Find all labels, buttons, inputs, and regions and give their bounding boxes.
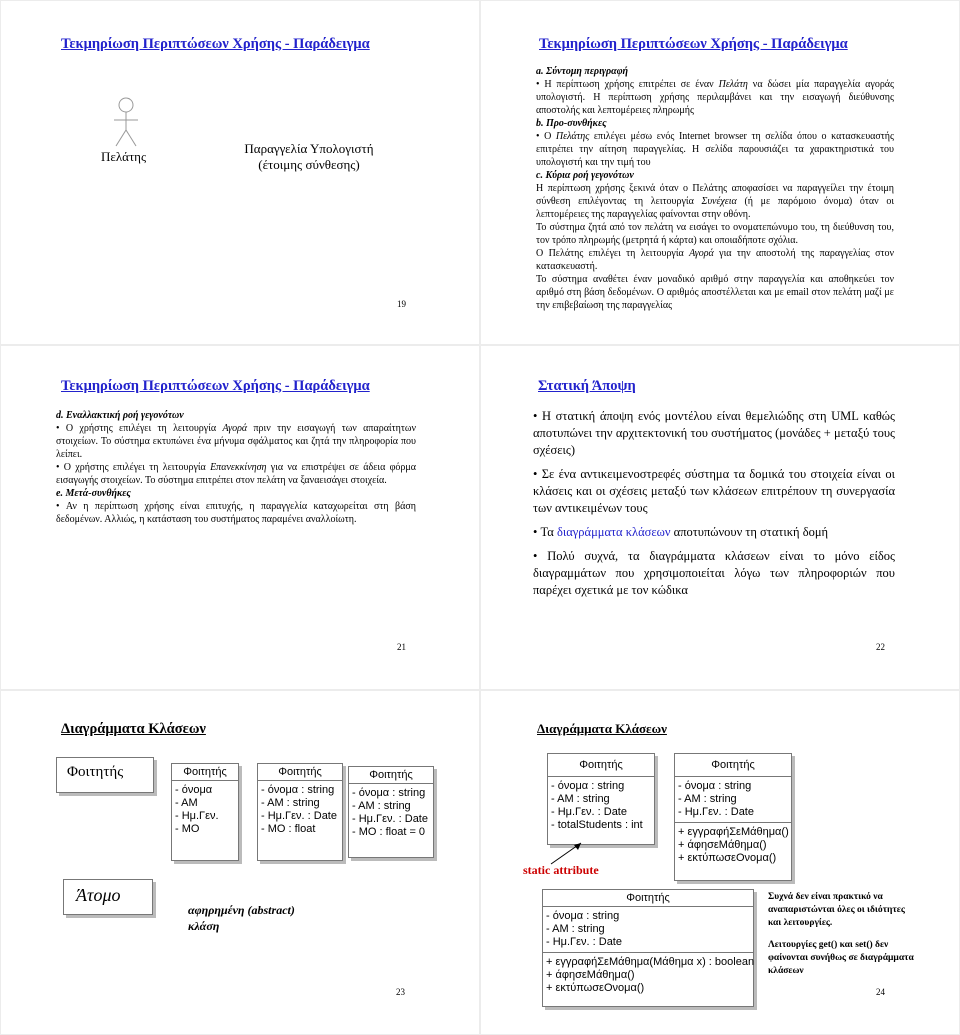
section-e-heading: e. Μετά-συνθήκες [56, 488, 131, 499]
slide-21 [1, 346, 479, 689]
usecase-line2: (έτοιμης σύνθεσης) [258, 157, 360, 172]
notes [768, 891, 918, 978]
class-member-row: - ΜΟ : float = 0 [352, 826, 426, 838]
class-member-row: - AM : string [551, 793, 610, 805]
attributes-compartment [548, 777, 654, 835]
section-c-text-1: Η περίπτωση χρήσης ξεκινά όταν ο Πελάτης αποφασίσει να παραγγείλει την έτοιμη σύνθεση επιλέγοντας τη λειτουργία Συνέχεια (ή με παρόμοιο όνομα) όταν οι λεπτομέρειες της παραγγελίας φαίνονται στην οθόνη. [536, 183, 895, 220]
class-member-row: - όνομα : string [261, 784, 335, 796]
operations-compartment [543, 953, 753, 998]
page-number: 21 [397, 642, 406, 652]
slide-title: Τεκμηρίωση Περιπτώσεων Χρήσης - Παράδειγμα [61, 36, 370, 52]
class-member-row: - Ημ.Γεν. : Date [551, 806, 627, 818]
class-name: Φοιτητής [675, 754, 791, 777]
class-member-row: - ΜΟ : float [261, 823, 316, 835]
slide-title: Διαγράμματα Κλάσεων [61, 721, 206, 737]
bullet-3: • Τα διαγράμματα κλάσεων αποτυπώνουν τη στατική δομή [533, 524, 895, 541]
section-c-heading: c. Κύρια ροή γεγονότων [536, 170, 634, 181]
class-member-row: - Ημ.Γεν. : Date [261, 810, 337, 822]
slide-body [56, 409, 416, 526]
section-b-heading: b. Προ-συνθήκες [536, 118, 607, 129]
class-box-name-only [56, 757, 154, 793]
attributes-compartment [349, 784, 433, 842]
section-b-text: • Ο Πελάτης επιλέγει μέσω ενός Internet browser τη σελίδα όπου ο κατασκευαστής επιτρέπει την αίτηση παραγγελίας. Η σελίδα παρουσιάζει τα χαρακτηριστικά του υπολογιστή και την τιμή του [536, 130, 894, 169]
attributes-compartment [258, 781, 342, 839]
section-a-heading: a. Σύντομη περιγραφή [536, 66, 629, 77]
class-name: Φοιτητής [258, 764, 342, 781]
actor-label: Πελάτης [101, 149, 147, 164]
attributes-compartment [675, 777, 791, 823]
class-name: Φοιτητής [543, 890, 753, 907]
attributes-compartment [543, 907, 753, 953]
class-member-row: - totalStudents : int [551, 819, 643, 831]
page-number: 22 [876, 642, 885, 652]
class-member-row: - AM : string [678, 793, 737, 805]
class-box-static [547, 753, 655, 845]
class-name: Φοιτητής [548, 754, 654, 777]
slide-19 [1, 1, 479, 344]
class-member-row: + άφησεΜάθημα() [678, 839, 767, 851]
class-diagrams-link: διαγράμματα κλάσεων [556, 525, 671, 539]
class-box-typed-attributes [257, 763, 343, 861]
note-1: Συχνά δεν είναι πρακτικό να αναπαριστώνται όλες οι ιδιότητες και λειτουργίες. [768, 892, 905, 928]
class-box-operations [674, 753, 792, 881]
page-number: 24 [876, 987, 885, 997]
section-e-text: • Αν η περίπτωση χρήσης είναι επιτυχής, η παραγγελία καταχωρείται στη βάση δεδομένων. Αλλιώς, η κατάσταση του συστήματος παραμένει αναλλοίωτη. [56, 500, 416, 526]
class-member-row: - AM : string [546, 923, 605, 935]
bullet-2: • Σε ένα αντικειμενοστρεφές σύστημα τα δομικά του στοιχεία είναι οι κλάσεις και οι σχέσεις μεταξύ των κλάσεων επιτρέπουν τη συνεργασία των αντικειμένων τους [533, 466, 895, 517]
class-member-row: - όνομα : string [546, 910, 620, 922]
slide-24 [481, 691, 959, 1034]
actor-stick-figure-icon [109, 96, 143, 150]
usecase-label [229, 141, 389, 173]
section-c-text-4: Το σύστημα αναθέτει έναν μοναδικό αριθμό στην παραγγελία και αποθηκεύει τον αριθμό στη βάση δεδομένων. Ο αριθμός αποστέλλεται και με email στον πελάτη μαζί με την επιβεβαίωση της παραγγελίας [536, 274, 894, 311]
slide-title: Τεκμηρίωση Περιπτώσεων Χρήσης - Παράδειγμα [539, 36, 848, 52]
class-box-operation-signature [542, 889, 754, 1007]
section-a-text: • Η περίπτωση χρήσης επιτρέπει σε έναν Πελάτη να δώσει μία παραγγελία αγοράς υπολογιστή. Η περίπτωση χρήσης περιλαμβάνει και την εισαγωγή διεύθυνσης αποστολής και λεπτομέρειες πληρωμής [536, 78, 894, 117]
class-box-attributes [171, 763, 239, 861]
note-2: Λειτουργίες get() και set() δεν φαίνονται συνήθως σε διαγράμματα κλάσεων [768, 940, 914, 976]
class-member-row: + εγγραφήΣεΜάθημα(Μάθημα x) : boolean [546, 956, 755, 968]
class-member-row: - Ημ.Γεν. : Date [352, 813, 428, 825]
slide-23 [1, 691, 479, 1034]
class-member-row: + εκτύπωσεΟνομα() [546, 982, 645, 994]
bullet-1: • Η στατική άποψη ενός μοντέλου είναι θεμελιώδης στη UML καθώς αποτυπώνει την αρχιτεκτονική του συστήματος (μονάδες + μεταξύ τους σχέσεις) [533, 408, 895, 459]
section-c-text-3: Ο Πελάτης επιλέγει τη λειτουργία Αγορά για την αποστολή της παραγγελίας στον κατασκευαστή. [536, 248, 894, 272]
slide-20 [481, 1, 959, 344]
slide-body [533, 408, 895, 606]
slide-22 [481, 346, 959, 689]
page-number: 23 [396, 987, 405, 997]
abstract-class-box [63, 879, 153, 915]
abstract-note-line1: αφηρημένη (abstract) [188, 903, 295, 917]
class-member-row: - ΑΜ [175, 797, 198, 809]
abstract-class-name: Άτομο [76, 885, 121, 905]
section-c-text-2: Το σύστημα ζητά από τον πελάτη να εισάγει το ονοματεπώνυμο του, τη διεύθυνση του, τον τρόπο πληρωμής (μετρητά ή κάρτα) και οποιαδήποτε σχόλια. [536, 222, 894, 246]
usecase-line1: Παραγγελία Υπολογιστή [244, 141, 374, 156]
slide-body [536, 65, 894, 312]
class-member-row: + άφησεΜάθημα() [546, 969, 635, 981]
slide-title: Τεκμηρίωση Περιπτώσεων Χρήσης - Παράδειγμα [61, 378, 370, 394]
class-member-row: - AM : string [352, 800, 411, 812]
operations-compartment [675, 823, 791, 868]
class-member-row: - όνομα : string [678, 780, 752, 792]
class-member-row: - Ημ.Γεν. [175, 810, 219, 822]
class-name: Φοιτητής [349, 767, 433, 784]
class-member-row: - AM : string [261, 797, 320, 809]
class-member-row: - ΜΟ [175, 823, 200, 835]
abstract-class-note [188, 902, 295, 934]
slide-title: Διαγράμματα Κλάσεων [537, 721, 667, 736]
abstract-note-line2: κλάση [188, 919, 220, 933]
class-name: Φοιτητής [67, 764, 124, 780]
section-d-heading: d. Εναλλακτική ροή γεγονότων [56, 410, 184, 421]
class-name: Φοιτητής [172, 764, 238, 781]
static-attribute-label: static attribute [523, 863, 599, 877]
page-number: 19 [397, 299, 406, 309]
bullet-4: • Πολύ συχνά, τα διαγράμματα κλάσεων είναι το μόνο είδος διαγραμμάτων που χρησιμοποιείται λόγω των πληροφοριών που παρέχει σχετικά με τον κώδικα [533, 548, 895, 599]
slide-title: Στατική Άποψη [538, 378, 636, 394]
class-member-row: - όνομα [175, 784, 213, 796]
class-member-row: + εγγραφήΣεΜάθημα() [678, 826, 789, 838]
class-member-row: - Ημ.Γεν. : Date [678, 806, 754, 818]
section-d-text-1: • Ο χρήστης επιλέγει τη λειτουργία Αγορά πριν την εισαγωγή των απαραίτητων στοιχείων. Το σύστημα εκτυπώνει ένα μήνυμα σφάλματος και ζητά την πληροφορία που λείπει. [56, 422, 416, 461]
section-d-text-2: • Ο χρήστης επιλέγει τη λειτουργία Επανεκκίνηση για να επιστρέψει σε άδεια φόρμα εισαγωγής στοιχείων. Το σύστημα επιτρέπει στον πελάτη να ξαναεισάγει στοιχεία. [56, 461, 416, 487]
class-member-row: + εκτύπωσεΟνομα() [678, 852, 777, 864]
attributes-compartment [172, 781, 238, 839]
class-member-row: - όνομα : string [352, 787, 426, 799]
class-member-row: - Ημ.Γεν. : Date [546, 936, 622, 948]
class-member-row: - όνομα : string [551, 780, 625, 792]
class-box-default-values [348, 766, 434, 858]
